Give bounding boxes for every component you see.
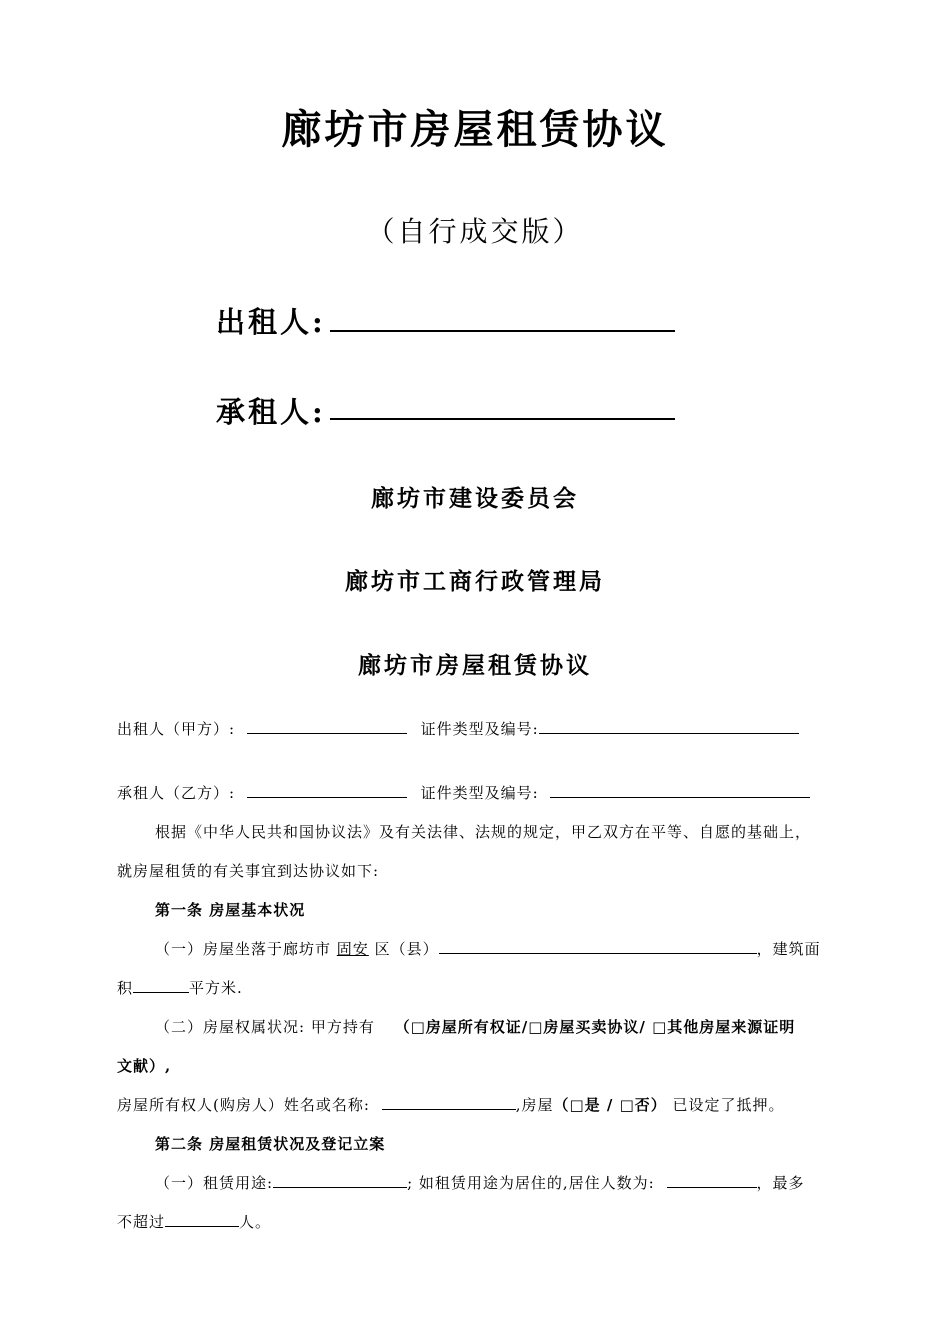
address-field[interactable]: [439, 938, 757, 954]
org-industry-commerce-bureau: 廊坊市工商行政管理局: [345, 568, 605, 595]
lessee-id-label: 证件类型及编号:: [420, 784, 539, 802]
contract-title: 廊坊市房屋租赁协议: [358, 652, 592, 679]
preamble-line-1: 根据《中华人民共和国协议法》及有关法律、法规的规定，甲乙双方在平等、自愿的基础上，: [155, 823, 812, 841]
clause-2-prefix: （二）房屋权属状况: 甲方持有: [155, 1018, 375, 1036]
lessor-cover-label: 出租人:: [216, 305, 326, 339]
article-1-clause-1-line-2: [117, 977, 243, 998]
lessee-cover-field[interactable]: [330, 418, 675, 420]
document-subtitle: （自行成交版）: [366, 215, 584, 248]
article-1-heading: 第一条 房屋基本状况: [155, 901, 306, 919]
usage-field[interactable]: [273, 1172, 407, 1188]
article-1-clause-1: [155, 938, 821, 959]
owner-name-field[interactable]: [382, 1094, 516, 1110]
usage-mid: ; 如租赁用途为居住的,居住人数为:: [407, 1174, 655, 1192]
org-construction-committee: 廊坊市建设委员会: [371, 485, 579, 512]
owner-row: [117, 1094, 785, 1115]
article-2-heading: 第二条 房屋租赁状况及登记立案: [155, 1135, 386, 1153]
area-prefix: 积: [117, 979, 134, 997]
article-1-clause-2-line-2: 文献）,: [117, 1057, 172, 1075]
clause-1-prefix: （一）房屋坐落于廊坊市: [155, 940, 332, 958]
clause-1-suffix: ，建筑面: [756, 940, 821, 958]
mortgage-options[interactable]: （□是 / □否）: [553, 1096, 667, 1114]
usage-suffix: ，最多: [756, 1174, 805, 1192]
clause-1-mid: 区（县）: [374, 940, 439, 958]
article-2-clause-1: [155, 1172, 805, 1193]
lessee-id-field[interactable]: [550, 782, 810, 798]
lessee-row: [117, 782, 810, 803]
owner-mid: ,房屋: [515, 1096, 554, 1114]
article-2-clause-1-line-2: [117, 1211, 271, 1232]
owner-suffix: 已设定了抵押。: [672, 1096, 785, 1114]
area-unit: 平方米.: [189, 979, 243, 997]
lessor-name-field[interactable]: [247, 718, 407, 734]
lessee-cover-label: 承租人:: [216, 395, 326, 429]
lessor-id-field[interactable]: [539, 718, 799, 734]
district-value[interactable]: 固安: [336, 940, 369, 958]
usage-prefix: （一）租赁用途:: [155, 1174, 274, 1192]
lessor-row: [117, 718, 799, 739]
article-1-clause-2: [155, 1016, 795, 1037]
lessor-label: 出租人（甲方）:: [117, 720, 236, 738]
residents-field[interactable]: [667, 1172, 757, 1188]
document-title: 廊坊市房屋租赁协议: [281, 106, 669, 153]
lessor-cover-field[interactable]: [330, 330, 675, 332]
lessee-label: 承租人（乙方）:: [117, 784, 236, 802]
preamble-line-2: 就房屋租赁的有关事宜到达协议如下:: [117, 862, 380, 880]
max-prefix: 不超过: [117, 1213, 166, 1231]
lessor-id-label: 证件类型及编号:: [420, 720, 539, 738]
max-residents-field[interactable]: [165, 1211, 239, 1227]
max-suffix: 人。: [239, 1213, 272, 1231]
owner-prefix: 房屋所有权人(购房人）姓名或名称:: [117, 1096, 370, 1114]
lessee-name-field[interactable]: [247, 782, 407, 798]
area-field[interactable]: [133, 977, 189, 993]
ownership-options[interactable]: （□房屋所有权证/□房屋买卖协议/ □其他房屋来源证明: [394, 1018, 796, 1036]
